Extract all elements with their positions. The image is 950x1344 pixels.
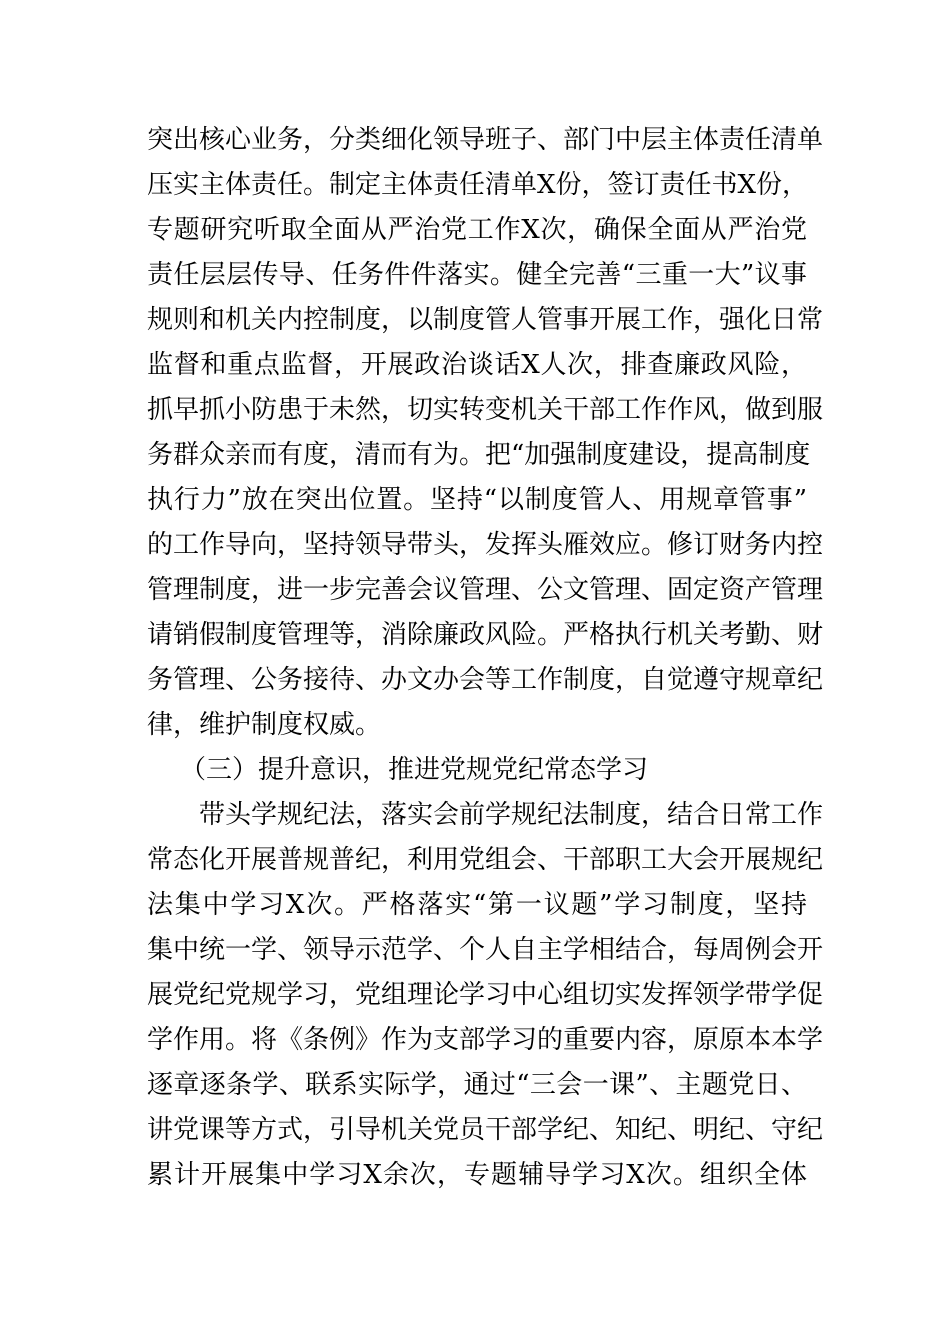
paragraph-line: 请销假制度管理等，消除廉政风险。严格执行机关考勤、财 bbox=[147, 620, 824, 650]
paragraph-line: 突出核心业务，分类细化领导班子、部门中层主体责任清单 bbox=[147, 125, 824, 155]
paragraph-line: 展党纪党规学习，党组理论学习中心组切实发挥领学带学促 bbox=[147, 980, 824, 1010]
paragraph-line: 律，维护制度权威。 bbox=[147, 710, 382, 740]
paragraph-line: 带头学规纪法，落实会前学规纪法制度，结合日常工作 bbox=[199, 800, 824, 830]
paragraph-line: 务群众亲而有度，清而有为。把“加强制度建设，提高制度 bbox=[147, 440, 811, 470]
paragraph-line: 逐章逐条学、联系实际学，通过“三会一课”、主题党日、 bbox=[147, 1070, 807, 1100]
paragraph-line: 专题研究听取全面从严治党工作X次，确保全面从严治党 bbox=[147, 215, 807, 245]
paragraph-line: 务管理、公务接待、办文办会等工作制度，自觉遵守规章纪 bbox=[147, 665, 824, 695]
paragraph-line: 责任层层传导、任务件件落实。健全完善“三重一大”议事 bbox=[147, 260, 807, 290]
paragraph-line: 监督和重点监督，开展政治谈话X人次，排查廉政风险， bbox=[147, 350, 807, 380]
paragraph-line: 累计开展集中学习X余次，专题辅导学习X次。组织全体 bbox=[147, 1160, 807, 1190]
paragraph-line: 学作用。将《条例》作为支部学习的重要内容，原原本本学 bbox=[147, 1025, 824, 1055]
paragraph-line: 讲党课等方式，引导机关党员干部学纪、知纪、明纪、守纪 bbox=[147, 1115, 824, 1145]
section-heading: （三）提升意识，推进党规党纪常态学习 bbox=[180, 755, 649, 785]
paragraph-line: 抓早抓小防患于未然，切实转变机关干部工作作风，做到服 bbox=[147, 395, 824, 425]
paragraph-line: 管理制度，进一步完善会议管理、公文管理、固定资产管理 bbox=[147, 575, 824, 605]
paragraph-line: 集中统一学、领导示范学、个人自主学相结合，每周例会开 bbox=[147, 935, 824, 965]
paragraph-line: 常态化开展普规普纪，利用党组会、干部职工大会开展规纪 bbox=[147, 845, 824, 875]
paragraph-line: 压实主体责任。制定主体责任清单X份，签订责任书X份， bbox=[147, 170, 809, 200]
paragraph-line: 规则和机关内控制度，以制度管人管事开展工作，强化日常 bbox=[147, 305, 824, 335]
paragraph-line: 执行力”放在突出位置。坚持“以制度管人、用规章管事” bbox=[147, 485, 807, 515]
paragraph-line: 法集中学习X次。严格落实“第一议题”学习制度，坚持 bbox=[147, 890, 807, 920]
paragraph-line: 的工作导向，坚持领导带头，发挥头雁效应。修订财务内控 bbox=[147, 530, 824, 560]
